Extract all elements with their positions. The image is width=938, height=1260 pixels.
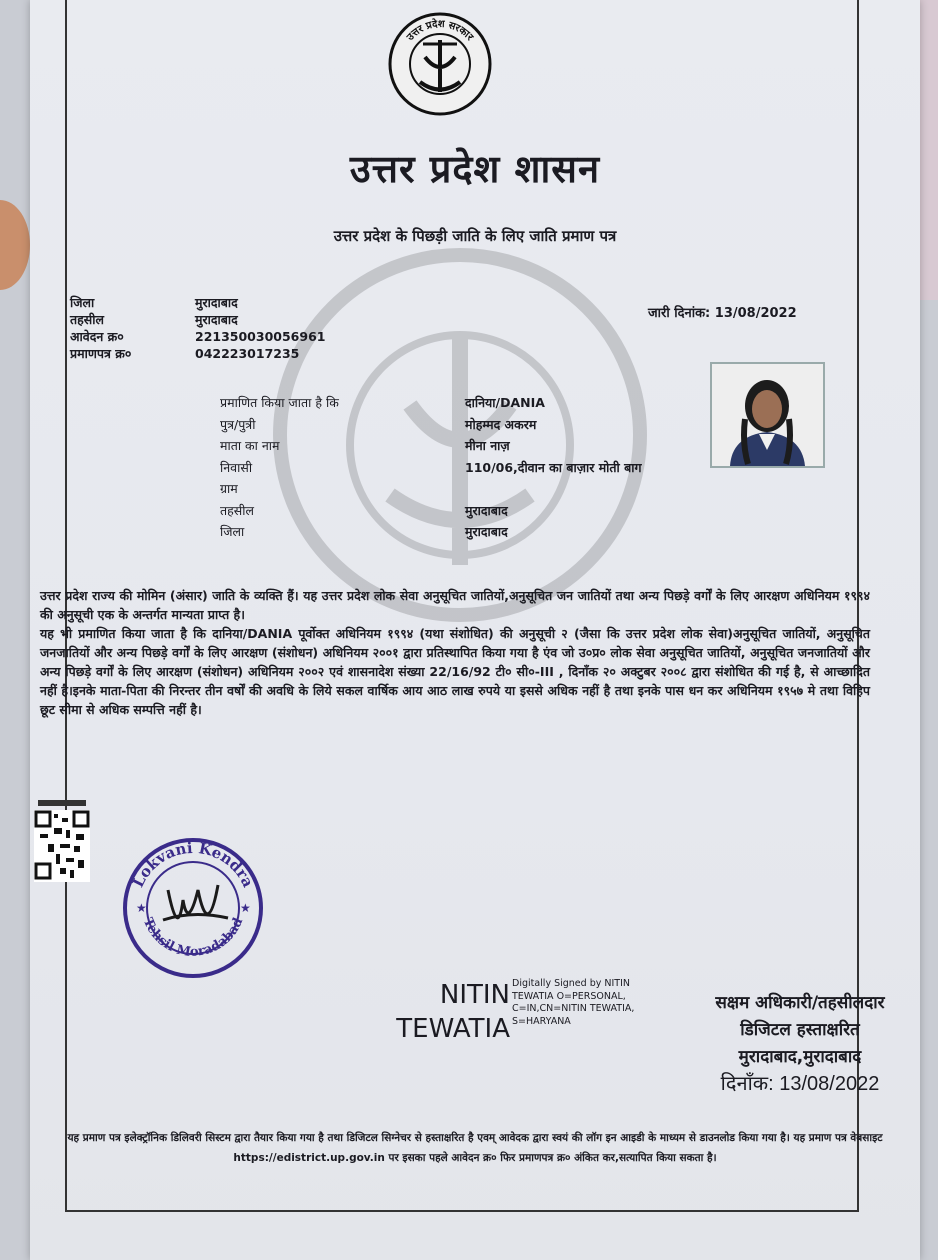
applicant-details <box>220 392 642 543</box>
meta-label: आवेदन क्र० <box>70 329 124 344</box>
detail-value: मोहम्मद अकरम <box>465 416 537 432</box>
detail-row <box>220 414 642 436</box>
meta-info <box>70 294 325 362</box>
detail-value: मीना नाज़ <box>465 438 510 453</box>
meta-row <box>70 294 325 311</box>
detail-row <box>220 435 642 457</box>
officer-location: मुरादाबाद,मुरादाबाद <box>738 1047 862 1067</box>
digital-signature-name <box>375 978 510 1046</box>
issue-date: जारी दिनांक: 13/08/2022 <box>648 306 797 321</box>
lokvani-kendra-seal <box>118 830 268 985</box>
detail-value: 110/06,दीवान का बाज़ार मोती बाग <box>465 459 642 475</box>
detail-label: पुत्र/पुत्री <box>220 416 256 432</box>
meta-label: तहसील <box>70 312 104 327</box>
detail-row <box>220 392 642 414</box>
detail-row <box>220 500 642 522</box>
certificate-body <box>40 586 870 719</box>
certificate-subtitle: उत्तर प्रदेश के पिछड़ी जाति के लिए जाति प्रमाण पत्र <box>333 227 617 245</box>
emblem-text: उत्तर प्रदेश सरकार <box>405 18 476 43</box>
detail-label: माता का नाम <box>220 438 280 453</box>
meta-value: मुरादाबाद <box>195 312 238 327</box>
qr-code <box>34 800 90 882</box>
detail-label: तहसील <box>220 502 254 518</box>
detail-row <box>220 521 642 543</box>
certificate-paper <box>30 0 920 1260</box>
detail-row <box>220 457 642 479</box>
meta-row <box>70 345 325 362</box>
detail-label: जिला <box>220 524 245 539</box>
detail-value: दानिया/DANIA <box>465 395 545 410</box>
meta-label: प्रमाणपत्र क्र० <box>70 346 132 361</box>
signature-last-name: TEWATIA <box>396 1014 510 1044</box>
svg-text:Tehsil Moradabad <box>140 916 247 960</box>
finger <box>0 200 30 290</box>
up-government-emblem <box>385 12 495 116</box>
detail-value: मुरादाबाद <box>465 502 508 518</box>
detail-row <box>220 478 642 500</box>
detail-label: निवासी <box>220 459 253 475</box>
applicant-photo <box>710 362 825 468</box>
meta-label: जिला <box>70 295 95 310</box>
seal-top-text: Lokvani Kendra <box>128 838 258 891</box>
officer-date: दिनाँक: 13/08/2022 <box>720 1073 880 1095</box>
svg-text:★: ★ <box>136 901 147 915</box>
meta-row <box>70 311 325 328</box>
meta-row <box>70 328 325 345</box>
footer-note: यह प्रमाण पत्र इलेक्ट्रॉनिक डिलिवरी सिस्टम द्वारा तैयार किया गया है तथा डिजिटल सिग्नेचर से हस्ताक्षरित है एवम् आवेदक द्वारा स्वयं की लॉग इन आइडी के माध्यम से डाउनलोड किया गया है। यह प्रमाण पत्र वेबसाइट https://edistrict.up.gov.in पर इसका पहले आवेदन क्र० फिर प्रमाणपत्र क्र० अंकित कर,सत्यापित किया सकता है। <box>67 1132 883 1164</box>
digital-signature-details: Digitally Signed by NITIN TEWATIA O=PERSONAL, C=IN,CN=NITIN TEWATIA, S=HARYANA <box>512 978 635 1027</box>
svg-text:Lokvani Kendra <box>129 839 258 890</box>
meta-value: 042223017235 <box>195 346 300 361</box>
detail-value: मुरादाबाद <box>465 524 508 539</box>
page-title: उत्तर प्रदेश शासन <box>349 147 601 191</box>
officer-block <box>670 990 920 1098</box>
svg-text:★: ★ <box>240 901 251 915</box>
meta-value: मुरादाबाद <box>195 295 238 310</box>
body-paragraph-1: उत्तर प्रदेश राज्य की मोमिन (अंसार) जाति के व्यक्ति हैं। यह उत्तर प्रदेश लोक सेवा अनुसूचित जातियों,अनुसूचित जन जातियों तथा अन्य पिछड़े वर्गों के लिए आरक्षण अधिनियम १९९४ की अनुसूची एक के अन्तर्गत मान्यता प्राप्त है। <box>40 588 870 622</box>
body-paragraph-2: यह भी प्रमाणित किया जाता है कि दानिया/DANIA पूर्वोक्त अधिनियम १९९४ (यथा संशोधित) की अनुसूची २ (जैसा कि उत्तर प्रदेश लोक सेवा)अनुसूचित जातियों, अनुसूचित जनजातियों और अन्य पिछड़े वर्गों के लिए आरक्षण (संशोधन) अधिनियम २००१ द्वारा प्रतिस्थापित किया गया है एंव जो उ०प्र० लोक सेवा अनुसूचित जातियों, अनुसूचित जनजातियों और अन्य पिछड़े वर्गों के लिए आरक्षण (संशोधन) अधिनियम २००२ एवं शासनादेश संख्या 22/16/92 टी० सी०-III , दिनाँक २० अक्टुबर २००८ द्वारा संशोधित की गई है, से आच्छादित नहीं है।इनके माता-पिता की निरन्तर तीन वर्षों की अवधि के लिये सकल वार्षिक आय आठ लाख रुपये या इससे अधिक नहीं है तथा इनके पास धन कर अधिनियम १९५७ मे तथा विहिप छूट सीमा से अधिक सम्पत्ति नहीं है। <box>40 626 870 717</box>
detail-label: ग्राम <box>220 481 238 496</box>
meta-value: 221350030056961 <box>195 329 326 344</box>
officer-designation: सक्षम अधिकारी/तहसीलदार <box>715 993 885 1013</box>
signature-first-name: NITIN <box>439 980 510 1010</box>
seal-bottom-text: Tehsil Moradabad <box>139 915 247 961</box>
detail-label: प्रमाणित किया जाता है कि <box>220 395 339 410</box>
officer-signed-type: डिजिटल हस्ताक्षरित <box>740 1020 860 1040</box>
